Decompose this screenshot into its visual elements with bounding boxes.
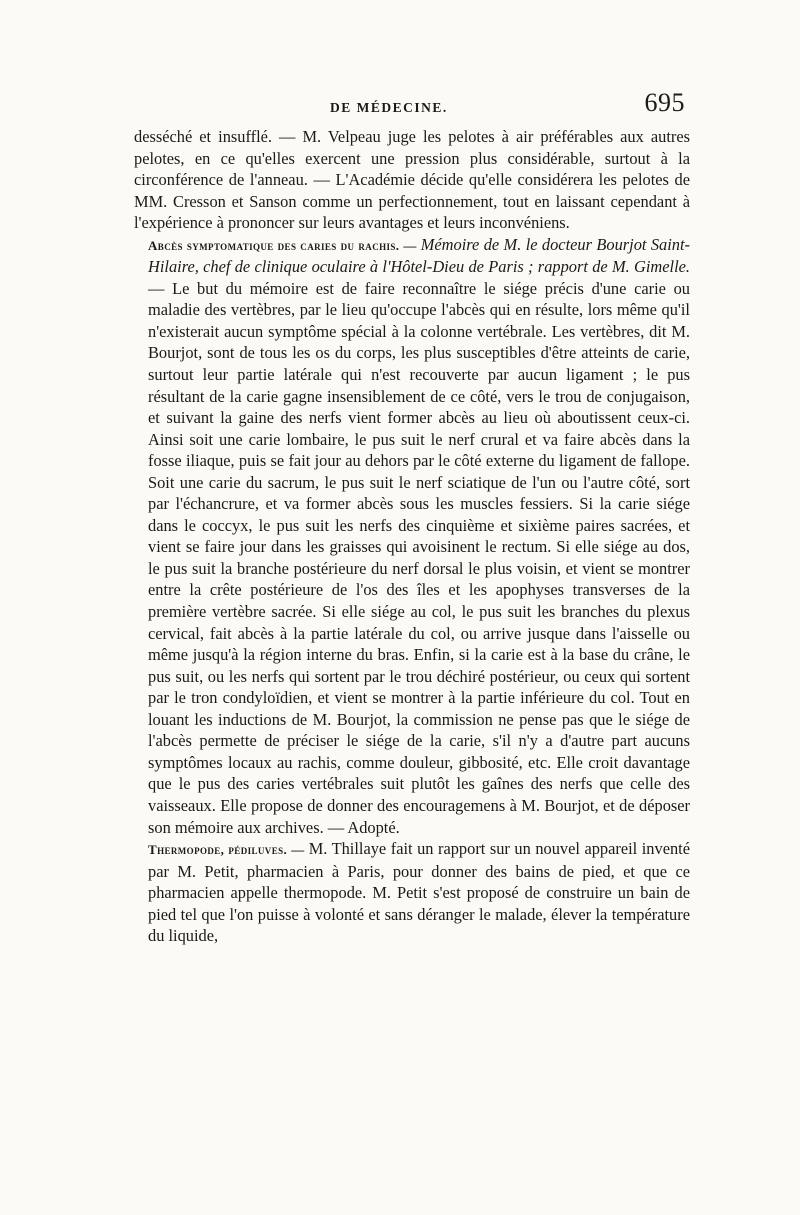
paragraph-2-text: — Le but du mémoire est de faire reconnaître le siége précis d'une carie ou maladie des vertèbres, par le lieu qu'occupe l'abcès qui en résulte, lors même qu'il n'existerait aucun symptôme spécial à la colonne vertébrale. Les vertèbres, dit M. Bourjot, sont de tous les os du corps, les plus susceptibles d'être atteints de carie, surtout leur partie latérale qui n'est recouverte par aucun ligament ; le pus résultant de la carie gagne insensiblement de ce côté, vers le trou de conjugaison, et suivant la gaine des nerfs vient former abcès au lieu où aboutissent ceux-ci. Ainsi soit une carie lombaire, le pus suit le nerf crural et va faire abcès dans la fosse iliaque, puis se fait jour au dehors par le côté externe du ligament de fallope. Soit une carie du sacrum, le pus suit le nerf sciatique de l'un ou l'autre côté, sort par l'échancrure, et va former abcès sous les muscles fessiers. Si la carie siége dans le coccyx, le pus suit les nerfs des cinquième et sixième paires sacrées, et vient se faire jour dans les graisses qui avoisinent le rectum. Si elle siége au dos, le pus suit la branche postérieure du nerf dorsal le plus voisin, et vient se montrer entre la crête postérieure de l'os des îles et les apophyses transverses de la première vertèbre sacrée. Si elle siége au col, le pus suit les branches du plexus cervical, fait abcès à la partie latérale du col, ou arrive jusque dans l'aisselle ou même jusqu'à la région interne du bras. Enfin, si la carie est à la base du crâne, le pus suit, ou les nerfs qui sortent par le trou déchiré postérieur, ou ceux qui sortent par le tron condyloïdien, et vient se montrer à la partie inférieure du col. Tout en louant les inductions de M. Bourjot, la commission ne pense pas que le siége de l'abcès permette de préciser le siége de la carie, s'il n'y a d'autre part aucuns symptômes locaux au rachis, comme douleur, gibbosité, etc. Elle croit davantage que le pus des caries vertébrales suit plutôt les gaînes des nerfs que celle des vaisseaux. Elle propose de donner des encouragemens à M. Bourjot, et de déposer son mémoire aux archives. — Adopté. (148, 278, 690, 837)
paragraph-3 (134, 838, 690, 947)
paragraph-1 (134, 126, 690, 234)
paragraph-2 (134, 234, 690, 838)
body-text (134, 126, 690, 947)
section-heading-thermopode: Thermopode, pédiluves. — (148, 842, 309, 858)
paragraph-3-text: M. Thillaye fait un rapport sur un nouvel appareil inventé par M. Petit, pharmacien à Paris, pour donner des bains de pied, et que ce pharmacien appelle thermopode. M. Petit s'est proposé de construire un bain de pied tel que l'on puisse à volonté et sans déranger le malade, élever la température du liquide, (148, 839, 690, 946)
running-title: DE MÉDECINE. (330, 100, 448, 115)
section-heading-abces: Abcès symptomatique des caries du rachis. — (148, 237, 421, 253)
page-number: 695 (644, 88, 685, 117)
memoir-citation: Mémoire de M. le docteur Bourjot Saint-Hilaire, chef de clinique oculaire à l'Hôtel-Dieu de Paris ; rapport de M. Gimelle. (148, 234, 691, 277)
paragraph-1-text: desséché et insufflé. — M. Velpeau juge les pelotes à air préférables aux autres pelotes, en ce qu'elles exercent une pression plus considérable, surtout à la circonférence de l'anneau. — L'Académie décide qu'elle considérera les pelotes de MM. Cresson et Sanson comme un perfectionnement, tout en laissant cependant à l'expérience à prononcer sur leurs avantages et leurs inconvéniens. (134, 127, 690, 233)
page-header (135, 88, 685, 127)
